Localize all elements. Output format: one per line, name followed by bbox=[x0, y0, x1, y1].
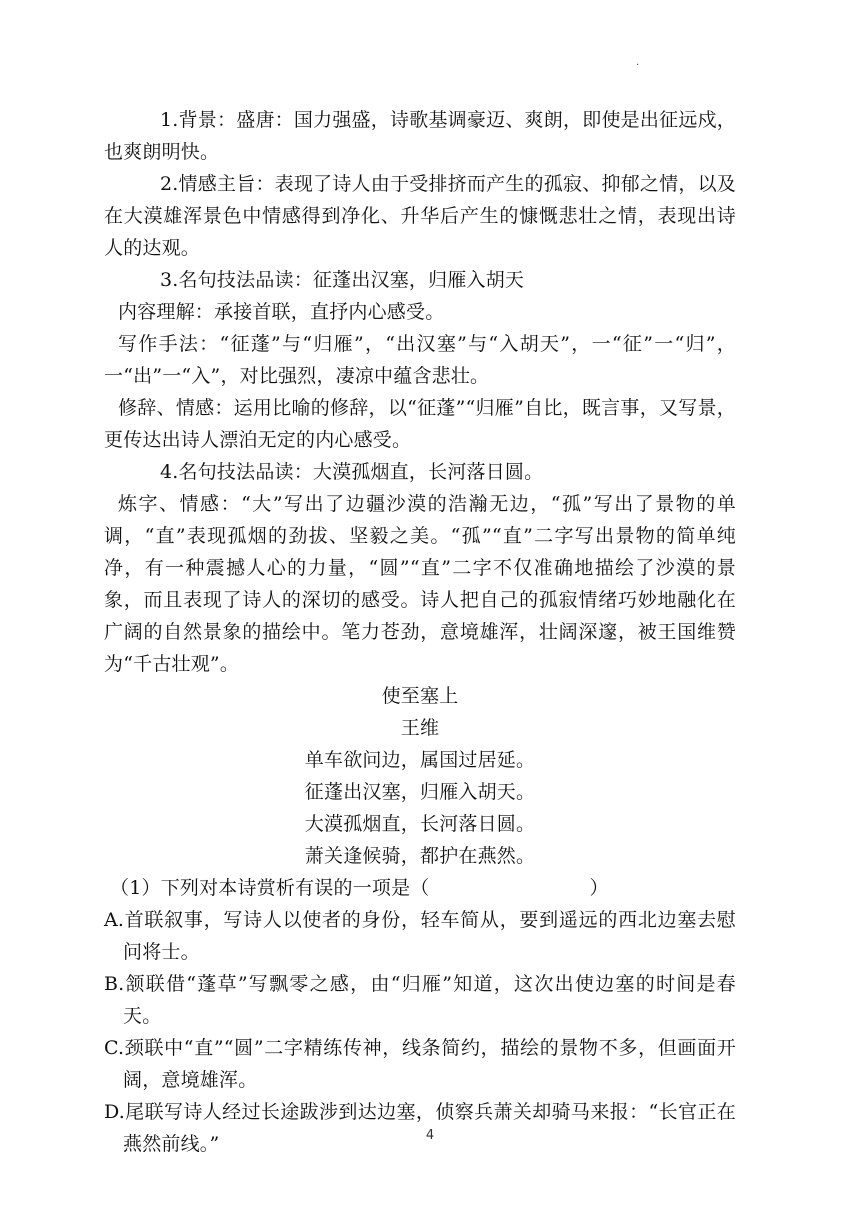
question-stem bbox=[104, 872, 736, 904]
question-stem-close: ） bbox=[589, 877, 609, 899]
poem-author: 王维 bbox=[400, 717, 440, 739]
option-b: B.颔联借“蓬草”写飘零之感，由“归雁”知道，这次出使边塞的时间是春天。 bbox=[104, 973, 736, 1027]
paragraph-famous-line-4: 4.名句技法品读：大漠孤烟直，长河落日圆。 bbox=[160, 461, 544, 483]
option-c: C.颈联中“直”“圆”二字精练传神，线条简约，描绘的景物不多，但画面开阔，意境雄浑。 bbox=[104, 1037, 736, 1091]
paragraph-word-refinement: 炼字、情感：“大”写出了边疆沙漠的浩瀚无边，“孤”写出了景物的单调，“直”表现孤烟的劲拔、坚毅之美。“孤”“直”二字写出景物的简单纯净，有一种震撼人心的力量，“圆”“直”二字不仅准确地描绘了沙漠的景象，而且表现了诗人的深切的感受。诗人把自己的孤寂情绪巧妙地融化在广阔的自然景象的描绘中。笔力苍劲，意境雄浑，壮阔深邃，被王国维赞为“千古壮观”。 bbox=[104, 493, 736, 675]
question-stem-text: （1）下列对本诗赏析有误的一项是（ bbox=[110, 877, 430, 899]
page-content bbox=[104, 104, 736, 1160]
poem-line-4: 萧关逢候骑，都护在燕然。 bbox=[304, 845, 536, 867]
paragraph-content-understanding: 内容理解：承接首联，直抒内心感受。 bbox=[118, 301, 445, 323]
poem-line-1: 单车欲问边，属国过居延。 bbox=[304, 749, 536, 771]
poem-line-2: 征蓬出汉塞，归雁入胡天。 bbox=[304, 781, 536, 803]
paragraph-writing-technique: 写作手法：“征蓬”与“归雁”，“出汉塞”与“入胡天”，一“征”一“归”，一“出”一“入”，对比强烈，凄凉中蕴含悲壮。 bbox=[104, 333, 736, 387]
poem-title: 使至塞上 bbox=[381, 685, 459, 707]
paragraph-famous-line-3: 3.名句技法品读：征蓬出汉塞，归雁入胡天 bbox=[160, 269, 525, 291]
option-a: A.首联叙事，写诗人以使者的身份，轻车简从，要到遥远的西北边塞去慰问将士。 bbox=[104, 909, 736, 963]
paragraph-rhetoric-emotion: 修辞、情感：运用比喻的修辞，以“征蓬”“归雁”自比，既言事，又写景，更传达出诗人漂泊无定的内心感受。 bbox=[104, 397, 736, 451]
poem-block bbox=[104, 680, 736, 872]
paragraph-background: 1.背景：盛唐：国力强盛，诗歌基调豪迈、爽朗，即使是出征远戍，也爽朗明快。 bbox=[104, 109, 736, 163]
paragraph-emotion-theme: 2.情感主旨：表现了诗人由于受排挤而产生的孤寂、抑郁之情，以及在大漠雄浑景色中情感得到净化、升华后产生的慷慨悲壮之情，表现出诗人的达观。 bbox=[104, 173, 736, 259]
page-number: 4 bbox=[425, 1128, 435, 1143]
poem-line-3: 大漠孤烟直，长河落日圆。 bbox=[304, 813, 536, 835]
option-d: D.尾联写诗人经过长途跋涉到达边塞，侦察兵萧关却骑马来报：“长官正在燕然前线。” bbox=[104, 1101, 736, 1155]
corner-mark: . bbox=[636, 57, 640, 68]
